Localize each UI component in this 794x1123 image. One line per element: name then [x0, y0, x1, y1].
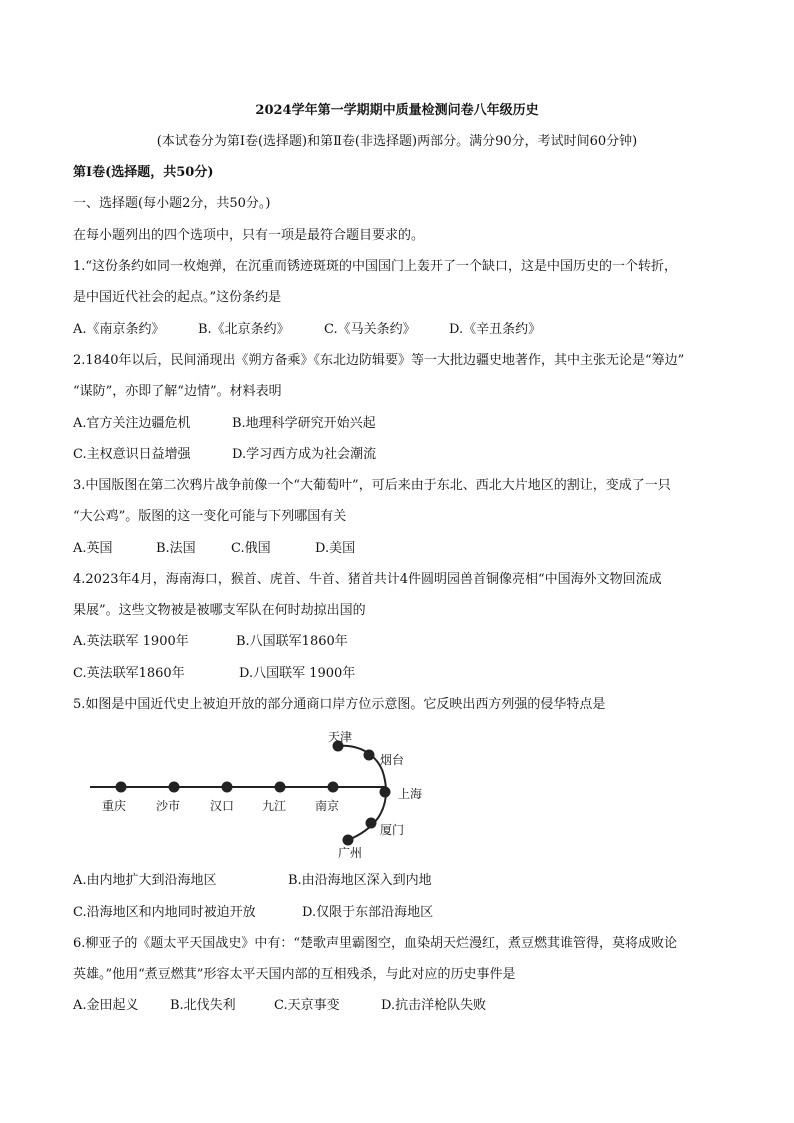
option-row	[73, 998, 486, 1014]
option-c[interactable]: C.主权意识日益增强	[73, 447, 191, 462]
option-d[interactable]: D.仅限于东部沿海地区	[302, 905, 434, 920]
option-row	[73, 416, 376, 432]
option-b[interactable]: B.由沿海地区深入到内地	[288, 873, 432, 888]
instruction: 在每小题列出的四个选项中，只有一项是最符合题目要求的。	[73, 228, 425, 243]
option-b[interactable]: B.《北京条约》	[198, 322, 290, 337]
port-marker-yantai	[364, 750, 375, 761]
option-a[interactable]: A.由内地扩大到沿海地区	[73, 873, 217, 888]
port-marker-xiamen	[366, 818, 377, 829]
port-marker-shanghai	[380, 787, 391, 798]
question-text: 是中国近代社会的起点。”这份条约是	[73, 290, 282, 305]
port-label-nanjing: 南京	[315, 799, 340, 813]
port-label-xiamen: 厦门	[380, 823, 405, 837]
port-marker-guangzhou	[343, 835, 354, 846]
question-text: 1.“这份条约如同一枚炮弹，在沉重而锈迹斑斑的中国国门上轰开了一个缺口，这是中国历史的一个转折，	[73, 259, 678, 274]
port-label-jiujiang: 九江	[262, 799, 287, 813]
option-c[interactable]: C.沿海地区和内地同时被迫开放	[73, 905, 256, 920]
option-b[interactable]: B.地理科学研究开始兴起	[232, 416, 376, 431]
question-text: 果展”。这些文物被是被哪支军队在何时劫掠出国的	[73, 603, 366, 618]
option-row	[73, 447, 376, 463]
question-text: 2.1840年以后，民间涌现出《朔方备乘》《东北边防辑要》等一大批边疆史地著作，其中主张无论是“筹边”	[73, 353, 685, 368]
option-c[interactable]: C.天京事变	[274, 998, 340, 1013]
option-a[interactable]: A.官方关注边疆危机	[73, 416, 191, 431]
exam-note: (本试卷分为第Ⅰ卷(选择题)和第Ⅱ卷(非选择题)两部分。满分90分，考试时间60分钟)	[156, 134, 638, 149]
exam-title: 2024学年第一学期期中质量检测问卷八年级历史	[255, 103, 539, 118]
port-label-shashi: 沙市	[156, 799, 181, 813]
port-marker-chongqing	[116, 782, 127, 793]
part-title: 一、选择题(每小题2分，共50分。)	[73, 196, 271, 211]
option-a[interactable]: A.《南京条约》	[73, 322, 165, 337]
option-row	[73, 873, 432, 889]
option-d[interactable]: D.《辛丑条约》	[449, 322, 542, 337]
option-row	[73, 905, 433, 921]
option-a[interactable]: A.金田起义	[73, 998, 139, 1013]
option-a[interactable]: A.英国	[73, 541, 113, 556]
option-d[interactable]: D.美国	[315, 541, 356, 556]
port-label-chongqing: 重庆	[102, 799, 127, 813]
option-row	[73, 634, 348, 650]
option-d[interactable]: D.八国联军 1900年	[239, 666, 356, 681]
question-text: “大公鸡”。版图的这一变化可能与下列哪国有关	[73, 509, 347, 524]
question-text: 4.2023年4月，海南海口，猴首、虎首、牛首、猪首共计4件圆明园兽首铜像亮相“中国海外文物回流成	[73, 572, 662, 587]
option-c[interactable]: C.英法联军1860年	[73, 666, 185, 681]
question-text: 英雄。”他用“煮豆燃萁”形容太平天国内部的互相残杀，与此对应的历史事件是	[73, 967, 516, 982]
section-heading: 第Ⅰ卷(选择题，共50分)	[73, 165, 214, 180]
port-marker-shashi	[169, 782, 180, 793]
port-label-guangzhou: 广州	[338, 846, 363, 859]
option-b[interactable]: B.法国	[156, 541, 196, 556]
question-text: 5.如图是中国近代史上被迫开放的部分通商口岸方位示意图。它反映出西方列强的侵华特点是	[73, 697, 606, 712]
option-row	[73, 322, 541, 338]
option-b[interactable]: B.八国联军1860年	[236, 634, 348, 649]
port-label-shanghai: 上海	[398, 787, 423, 801]
option-row	[73, 666, 355, 682]
question-text: 6.柳亚子的《题太平天国战史》中有：“楚歌声里霸图空，血染胡天烂漫红，煮豆燃萁谁管得，莫将成败论	[73, 936, 678, 951]
port-marker-hankou	[222, 782, 233, 793]
option-c[interactable]: C.《马关条约》	[324, 322, 416, 337]
port-label-yantai: 烟台	[380, 753, 405, 767]
option-a[interactable]: A.英法联军 1900年	[73, 634, 189, 649]
port-marker-jiujiang	[275, 782, 286, 793]
question-text: 3.中国版图在第二次鸦片战争前像一个“大葡萄叶”，可后来由于东北、西北大片地区的割让，变成了一只	[73, 478, 671, 493]
coastline-route-line	[338, 746, 386, 840]
port-label-hankou: 汉口	[210, 799, 235, 813]
port-label-tianjin: 天津	[328, 730, 353, 744]
option-b[interactable]: B.北伐失利	[170, 998, 236, 1013]
option-row	[73, 541, 355, 557]
option-d[interactable]: D.抗击洋枪队失败	[381, 998, 487, 1013]
option-c[interactable]: C.俄国	[231, 541, 271, 556]
treaty-ports-map	[86, 724, 446, 859]
port-marker-nanjing	[328, 782, 339, 793]
question-text: “谋防”，亦即了解“边情”。材料表明	[73, 384, 282, 399]
option-d[interactable]: D.学习西方成为社会潮流	[232, 447, 377, 462]
